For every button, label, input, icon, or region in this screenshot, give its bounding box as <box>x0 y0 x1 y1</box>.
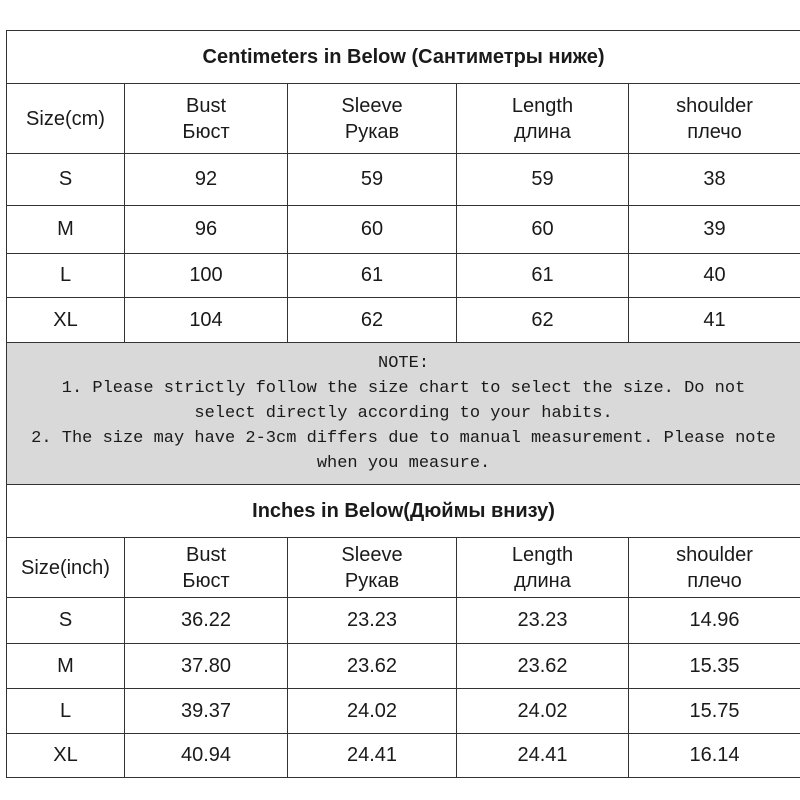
header-label-ru: длина <box>514 120 571 143</box>
sleeve-cell: 24.41 <box>288 734 457 778</box>
header-label: Bust <box>185 94 227 117</box>
length-cell: 59 <box>457 154 629 206</box>
header-label: Sleeve <box>341 543 403 566</box>
length-cell: 60 <box>457 206 629 254</box>
note-line: 1. Please strictly follow the size chart to select the size. Do not <box>61 379 746 398</box>
inch-header-shoulder <box>629 538 800 598</box>
note-line: 2. The size may have 2-3cm differs due to manual measurement. Please note <box>31 429 776 448</box>
size-chart-table <box>6 30 800 778</box>
sleeve-cell: 60 <box>288 206 457 254</box>
length-cell: 24.02 <box>457 689 629 734</box>
header-label: Bust <box>185 543 227 566</box>
bust-cell: 100 <box>125 254 288 298</box>
size-cell: L <box>7 254 125 298</box>
cm-header-length <box>457 84 629 154</box>
sleeve-cell: 62 <box>288 298 457 343</box>
inch-header-sleeve <box>288 538 457 598</box>
inch-title-row <box>7 485 800 538</box>
shoulder-cell: 38 <box>629 154 800 206</box>
inch-header-length <box>457 538 629 598</box>
size-cell: L <box>7 689 125 734</box>
table-row <box>7 298 800 343</box>
sleeve-cell: 23.23 <box>288 598 457 644</box>
size-cell: XL <box>7 734 125 778</box>
sleeve-cell: 61 <box>288 254 457 298</box>
size-cell: M <box>7 644 125 689</box>
table-row <box>7 206 800 254</box>
header-label-ru: Рукав <box>344 569 400 592</box>
bust-cell: 37.80 <box>125 644 288 689</box>
header-label: Length <box>511 94 574 117</box>
shoulder-cell: 39 <box>629 206 800 254</box>
sleeve-cell: 24.02 <box>288 689 457 734</box>
shoulder-cell: 15.75 <box>629 689 800 734</box>
cm-header-sleeve <box>288 84 457 154</box>
header-label: Length <box>511 543 574 566</box>
inch-table-title: Inches in Below(Дюймы внизу) <box>7 485 800 538</box>
header-label: shoulder <box>676 543 753 566</box>
note-line: select directly according to your habits. <box>194 404 613 423</box>
note-box <box>7 343 800 485</box>
bust-cell: 39.37 <box>125 689 288 734</box>
length-cell: 62 <box>457 298 629 343</box>
table-row <box>7 598 800 644</box>
table-row <box>7 734 800 778</box>
table-row <box>7 254 800 298</box>
cm-table-title: Centimeters in Below (Сантиметры ниже) <box>7 31 800 84</box>
note-row <box>7 343 800 485</box>
length-cell: 24.41 <box>457 734 629 778</box>
bust-cell: 96 <box>125 206 288 254</box>
header-label-ru: плечо <box>687 120 742 143</box>
inch-header-bust <box>125 538 288 598</box>
shoulder-cell: 15.35 <box>629 644 800 689</box>
length-cell: 23.62 <box>457 644 629 689</box>
inch-header-row <box>7 538 800 598</box>
shoulder-cell: 16.14 <box>629 734 800 778</box>
header-label: Size(inch) <box>21 556 110 579</box>
cm-header-size <box>7 84 125 154</box>
size-cell: XL <box>7 298 125 343</box>
note-heading: NOTE: <box>378 354 430 373</box>
cm-title-row <box>7 31 800 84</box>
size-cell: S <box>7 598 125 644</box>
cm-header-bust <box>125 84 288 154</box>
note-line: when you measure. <box>316 454 491 473</box>
bust-cell: 40.94 <box>125 734 288 778</box>
table-row <box>7 154 800 206</box>
shoulder-cell: 40 <box>629 254 800 298</box>
cm-header-row <box>7 84 800 154</box>
header-label: shoulder <box>676 94 753 117</box>
bust-cell: 92 <box>125 154 288 206</box>
size-cell: M <box>7 206 125 254</box>
size-cell: S <box>7 154 125 206</box>
size-chart <box>6 30 800 800</box>
table-row <box>7 644 800 689</box>
bust-cell: 104 <box>125 298 288 343</box>
sleeve-cell: 59 <box>288 154 457 206</box>
header-label-ru: Рукав <box>344 120 400 143</box>
shoulder-cell: 14.96 <box>629 598 800 644</box>
cm-header-shoulder <box>629 84 800 154</box>
table-row <box>7 689 800 734</box>
header-label-ru: Бюст <box>182 120 230 143</box>
bust-cell: 36.22 <box>125 598 288 644</box>
header-label-ru: плечо <box>687 569 742 592</box>
sleeve-cell: 23.62 <box>288 644 457 689</box>
header-label: Sleeve <box>341 94 403 117</box>
header-label-ru: длина <box>514 569 571 592</box>
header-label-ru: Бюст <box>182 569 230 592</box>
shoulder-cell: 41 <box>629 298 800 343</box>
length-cell: 23.23 <box>457 598 629 644</box>
header-label: Size(cm) <box>26 107 105 130</box>
inch-header-size <box>7 538 125 598</box>
length-cell: 61 <box>457 254 629 298</box>
